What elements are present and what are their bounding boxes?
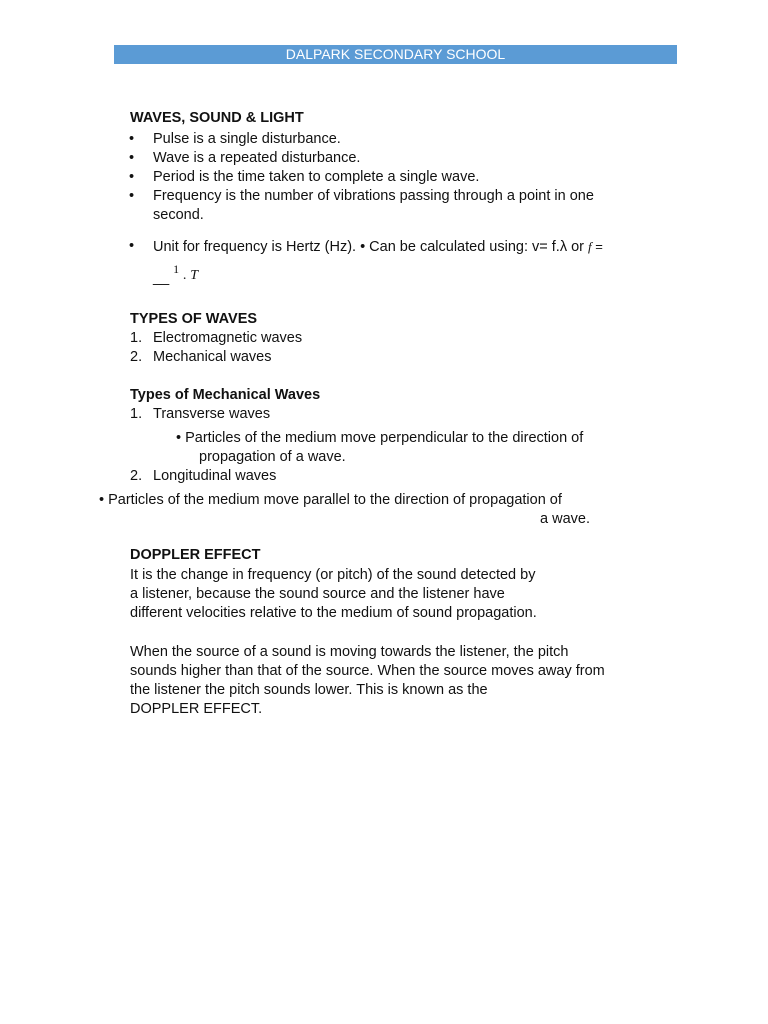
list-item: Electromagnetic waves	[153, 330, 303, 346]
list-item-continuation: second.	[153, 207, 204, 223]
list-item: Wave is a repeated disturbance.	[153, 150, 361, 166]
list-number: 1.	[130, 330, 143, 346]
paragraph-line: sounds higher than that of the source. When the source moves away from	[130, 663, 605, 679]
school-header-banner	[114, 45, 677, 64]
list-item: Frequency is the number of vibrations passing through a point in one	[153, 188, 594, 204]
list-number: 1.	[130, 406, 143, 422]
fraction-numerator: 1	[173, 262, 180, 276]
bullet-marker: •	[129, 131, 135, 147]
paragraph-line: a listener, because the sound source and the listener have	[130, 586, 505, 602]
fraction-denominator: . T	[183, 268, 198, 283]
list-item: Longitudinal waves	[153, 468, 277, 484]
paragraph-line: It is the change in frequency (or pitch) of the sound detected by	[130, 567, 536, 583]
paragraph-line: When the source of a sound is moving towards the listener, the pitch	[130, 644, 569, 660]
school-name: DALPARK SECONDARY SCHOOL	[285, 46, 506, 62]
bullet-marker: •	[129, 188, 135, 204]
list-item: Period is the time taken to complete a single wave.	[153, 169, 480, 185]
f-symbol: f	[588, 239, 592, 254]
list-item-detail: • Particles of the medium move perpendicular to the direction of	[176, 430, 584, 446]
paragraph-line: DOPPLER EFFECT.	[130, 701, 263, 717]
formula-fraction	[153, 262, 198, 286]
list-item-detail-continuation: propagation of a wave.	[199, 449, 346, 465]
list-item: Pulse is a single disturbance.	[153, 131, 341, 147]
section-title-doppler-effect: DOPPLER EFFECT	[130, 547, 261, 563]
frequency-unit-line	[153, 237, 603, 257]
list-number: 2.	[130, 468, 143, 484]
equals-sign: =	[591, 239, 603, 254]
paragraph-line: the listener the pitch sounds lower. This is known as the	[130, 682, 488, 698]
section-title-waves-sound-light: WAVES, SOUND & LIGHT	[130, 110, 304, 126]
list-item-detail: • Particles of the medium move parallel to the direction of propagation of	[99, 492, 562, 508]
list-item-detail-continuation: a wave.	[540, 511, 590, 527]
unit-text: Unit for frequency is Hertz (Hz). • Can be calculated using: v= f.λ or	[153, 239, 584, 255]
section-title-mechanical-waves: Types of Mechanical Waves	[130, 387, 321, 403]
list-number: 2.	[130, 349, 143, 365]
list-item: Mechanical waves	[153, 349, 272, 365]
section-title-types-of-waves: TYPES OF WAVES	[130, 311, 258, 327]
paragraph-line: different velocities relative to the medium of sound propagation.	[130, 605, 537, 621]
list-item: Transverse waves	[153, 406, 271, 422]
bullet-marker: •	[129, 169, 135, 185]
fraction-bar: __	[153, 270, 170, 286]
bullet-marker: •	[129, 238, 135, 254]
bullet-marker: •	[129, 150, 135, 166]
